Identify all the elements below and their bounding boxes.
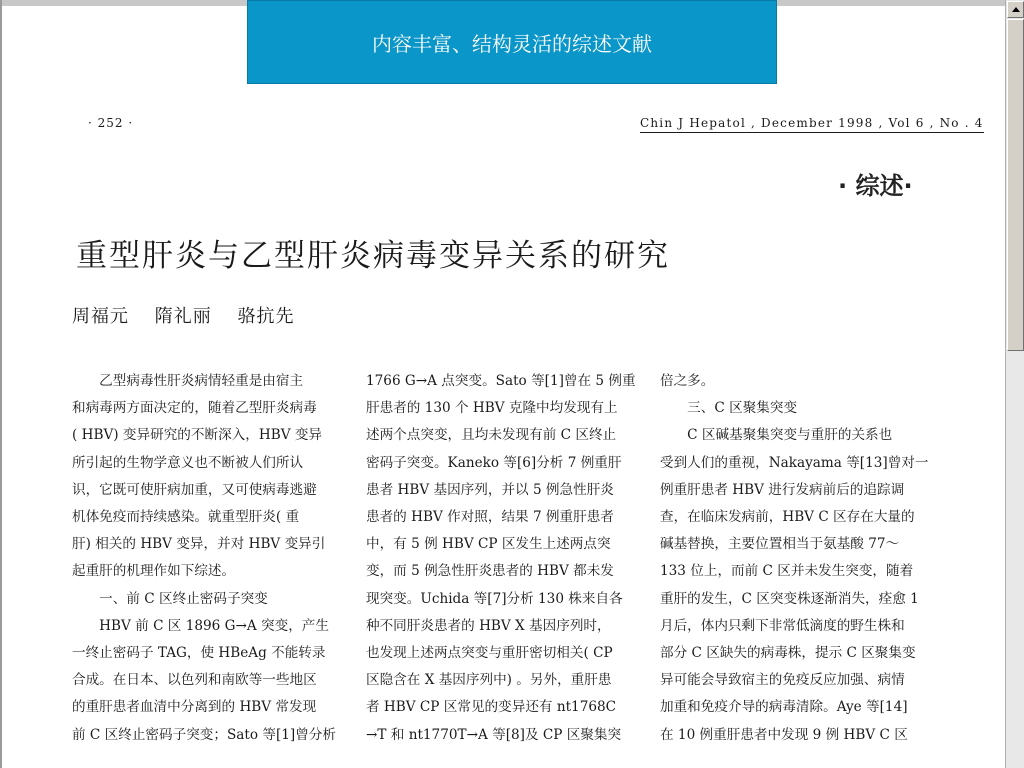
text-line: 中，有 5 例 HBV CP 区发生上述两点突 [366,536,611,553]
text-line: 区隐含在 X 基因序列中) 。另外，重肝患 [366,672,612,689]
text-line: 部分 C 区缺失的病毒株，提示 C 区聚集变 [660,645,916,662]
window-left-edge [0,0,2,768]
text-line: C 区碱基聚集突变与重肝的关系也 [660,427,893,444]
text-line: 述两个点突变，且均未发现有前 C 区终止 [366,427,617,444]
text-line: →T 和 nt1770T→A 等[8]及 CP 区聚集突 [366,726,622,743]
text-line: 异可能会导致宿主的免疫反应加强、病情 [660,672,905,689]
text-line: 加重和免疫介导的病毒清除。Aye 等[14] [660,699,908,716]
journal-citation: Chin J Hepatol , December 1998 , Vol 6 , No . 4 [640,116,984,133]
text-line: 也发现上述两点突变与重肝密切相关( CP [366,645,613,662]
text-column-3 [660,368,936,749]
vertical-scrollbar[interactable] [1005,0,1024,768]
caption-banner-text: 内容丰富、结构灵活的综述文献 [372,31,652,56]
text-column-1 [72,368,350,749]
text-line: 倍之多。 [660,373,715,389]
section-label: · 综述· [838,172,913,200]
section-heading: 三、C 区聚集突变 [660,400,798,417]
scrollbar-thumb[interactable] [1007,19,1024,351]
text-line: 患者 HBV 基因序列，并以 5 例急性肝炎 [366,481,614,498]
text-line: 患者的 HBV 作对照，结果 7 例重肝患者 [366,509,614,526]
text-line: 例重肝患者 HBV 进行发病前后的追踪调 [660,481,905,498]
text-line: 识，它既可使肝病加重，又可使病毒逃避 [72,481,317,498]
text-line: 的重肝患者血清中分离到的 HBV 常发现 [72,699,317,716]
text-line: HBV 前 C 区 1896 G→A 突变，产生 [72,617,329,634]
text-line: 133 位上，而前 C 区并未发生突变，随着 [660,563,914,580]
arrow-up-icon [1012,7,1020,12]
text-line: 一终止密码子 TAG，使 HBeAg 不能转录 [72,645,326,662]
text-line: 在 10 例重肝患者中发现 9 例 HBV C 区 [660,726,908,743]
article-title: 重型肝炎与乙型肝炎病毒变异关系的研究 [76,238,670,274]
text-line: 受到人们的重视，Nakayama 等[13]曾对一 [660,454,929,471]
page-number: · 252 · [88,116,134,130]
text-line: 月后，体内只剩下非常低滴度的野生株和 [660,617,905,634]
scroll-up-button[interactable] [1007,1,1024,18]
text-line: ( HBV) 变异研究的不断深入，HBV 变异 [72,427,323,444]
text-line: 肝) 相关的 HBV 变异，并对 HBV 变异引 [72,536,326,553]
text-line: 肝患者的 130 个 HBV 克隆中均发现有上 [366,400,618,417]
text-line: 重肝的发生，C 区突变株逐渐消失，痊愈 1 [660,590,919,607]
caption-banner [247,0,777,84]
text-line: 乙型病毒性肝炎病情轻重是由宿主 [72,373,304,389]
text-line: 前 C 区终止密码子突变；Sato 等[1]曾分析 [72,726,336,743]
text-line: 1766 G→A 点突变。Sato 等[1]曾在 5 例重 [366,373,636,389]
text-column-2 [366,368,646,749]
text-line: 现突变。Uchida 等[7]分析 130 株来自各 [366,590,623,607]
text-line: 所引起的生物学意义也不断被人们所认 [72,454,304,471]
text-line: 密码子突变。Kaneko 等[6]分析 7 例重肝 [366,454,622,471]
text-line: 碱基替换，主要位置相当于氨基酸 77～ [660,536,900,553]
text-line: 起重肝的机理作如下综述。 [72,563,236,580]
text-line: 机体免疫而持续感染。就重型肝炎( 重 [72,509,300,526]
text-line: 合成。在日本、以色列和南欧等一些地区 [72,672,317,689]
text-line: 种不同肝炎患者的 HBV X 基因序列时， [366,617,611,634]
text-line: 变，而 5 例急性肝炎患者的 HBV 都未发 [366,563,614,580]
text-line: 和病毒两方面决定的，随着乙型肝炎病毒 [72,400,317,417]
section-heading: 一、前 C 区终止密码子突变 [72,590,268,607]
article-authors: 周福元 隋礼丽 骆抗先 [72,306,295,327]
text-line: 查，在临床发病前，HBV C 区存在大量的 [660,509,915,526]
text-line: 者 HBV CP 区常见的变异还有 nt1768C [366,699,617,716]
